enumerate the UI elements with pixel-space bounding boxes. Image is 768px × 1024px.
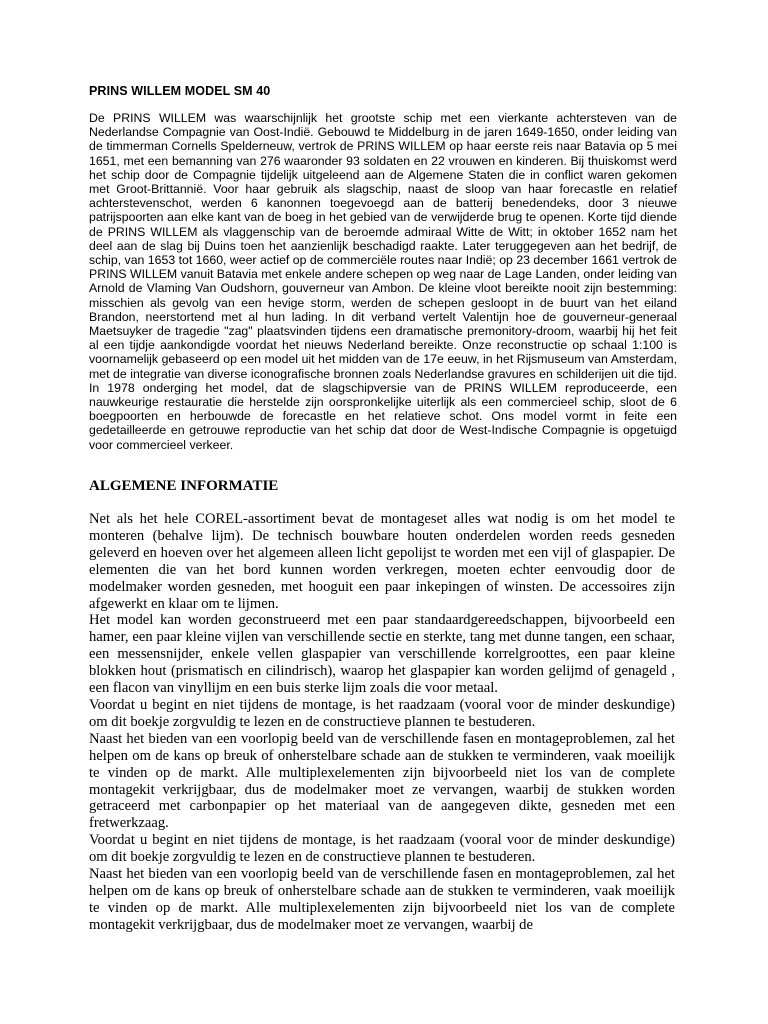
section-body <box>89 511 675 934</box>
body-paragraph: Voordat u begint en niet tijdens de montage, is het raadzaam (vooral voor de minder deskundige) om dit boekje zorgvuldig te lezen en de constructieve plannen te bestuderen. <box>89 832 675 866</box>
body-paragraph: Voordat u begint en niet tijdens de montage, is het raadzaam (vooral voor de minder deskundige) om dit boekje zorgvuldig te lezen en de constructieve plannen te bestuderen. <box>89 696 675 730</box>
body-paragraph: Net als het hele COREL-assortiment bevat de montageset alles wat nodig is om het model te monteren (behalve lijm). De technisch bouwbare houten onderdelen worden reeds gesneden geleverd en hoeven over het algemeen alleen licht gepolijst te worden met een vijl of glaspapier. De elementen die van het bord kunnen worden verkregen, moeten echter eenvoudig door de modelmaker worden gesneden, met hooguit een paar inkepingen of winsten. De accessoires zijn afgewerkt en klaar om te lijmen. <box>89 511 675 612</box>
intro-paragraph: De PRINS WILLEM was waarschijnlijk het grootste schip met een vierkante achtersteven van de Nederlandse Compagnie van Oost-Indië. Gebouwd te Middelburg in de jaren 1649-1650, onder leiding van de timmerman Cornells Spelderneuw, vertrok de PRINS WILLEM op haar eerste reis naar Batavia op 5 mei 1651, met een bemanning van 276 waaronder 93 soldaten en 22 vrouwen en kinderen. Bij thuiskomst werd het schip door de Compagnie tijdelijk uitgeleend aan de Algemene Staten die in conflict waren gekomen met Groot-Brittannië. Voor haar gebruik als slagschip, naast de sloop van haar forecastle en relatief achterstevenschot, werden 6 kanonnen toegevoegd aan de batterij benedendeks, door 3 nieuwe patrijspoorten aan elke kant van de boeg in het gebied van de verwijderde brug te openen. Korte tijd diende de PRINS WILLEM als vlaggenschip van de beroemde admiraal Witte de Witt; in oktober 1652 nam het deel aan de slag bij Duins toen het aanzienlijk beschadigd raakte. Later teruggegeven aan het bedrijf, de schip, van 1653 tot 1660, weer actief op de commerciële routes naar Indië; op 23 december 1661 vertrok de PRINS WILLEM vanuit Batavia met enkele andere schepen op weg naar de Lage Landen, onder leiding van Arnold de Vlaming Van Oudshorn, gouverneur van Ambon. De kleine vloot bereikte nooit zijn bestemming: misschien als gevolg van een hevige storm, werden de schepen gesloopt in de buurt van het eiland Brandon, neerstortend met al hun lading. In dit verband vertelt Valentijn hoe de gouverneur-generaal Maetsuyker de tragedie "zag" plaatsvinden tijdens een dramatische premonitory-droom, waarbij hij het feit al een tijdje aankondigde voordat het nieuws Nederland bereikte. Onze reconstructie op schaal 1:100 is voornamelijk gebaseerd op een model uit het midden van de 17e eeuw, in het Rijsmuseum van Amsterdam, met de integratie van diverse iconografische bronnen zoals Nederlandse gravures en schilderijen uit die tijd. In 1978 onderging het model, dat de slagschipversie van de PRINS WILLEM reproduceerde, een nauwkeurige restauratie die herstelde zijn oorspronkelijke uiterlijk als een commercieel schip, sloot de 6 boegpoorten en herbouwde de forecastle en het relatieve schot. Ons model vormt in feite een gedetailleerde en getrouwe reproductie van het schip dat door de West-Indische Compagnie is opgetuigd voor commercieel verkeer. <box>89 111 677 452</box>
document-title: PRINS WILLEM MODEL SM 40 <box>89 84 271 98</box>
body-paragraph: Naast het bieden van een voorlopig beeld van de verschillende fasen en montageproblemen, zal het helpen om de kans op breuk of onherstelbare schade aan de stukken te verminderen, vaak moeilijk te vinden op de markt. Alle multiplexelementen zijn bijvoorbeeld niet los van de complete montagekit verkrijgbaar, dus de modelmaker moet ze vervangen, waarbij de stukken worden getraceerd met carbonpapier op het materiaal van de aangegeven dikte, gesneden met een fretwerkzaag. <box>89 730 675 832</box>
body-paragraph: Naast het bieden van een voorlopig beeld van de verschillende fasen en montageproblemen, zal het helpen om de kans op breuk of onherstelbare schade aan de stukken te verminderen, vaak moeilijk te vinden op de markt. Alle multiplexelementen zijn bijvoorbeeld niet los van de complete montagekit verkrijgbaar, dus de modelmaker moet ze vervangen, waarbij de <box>89 866 675 933</box>
body-paragraph: Het model kan worden geconstrueerd met een paar standaardgereedschappen, bijvoorbeeld een hamer, een paar kleine vijlen van verschillende sectie en sterkte, tang met dunne tangen, een schaar, een messensnijder, enkele vellen glaspapier van verschillende korrelgroottes, een paar kleine blokken hout (prismatisch en cilindrisch), waarop het glaspapier kan worden gelijmd of genageld , een flacon van vinyllijm en een buis sterke lijm zoals die voor metaal. <box>89 612 675 697</box>
section-heading: ALGEMENE INFORMATIE <box>89 478 279 494</box>
